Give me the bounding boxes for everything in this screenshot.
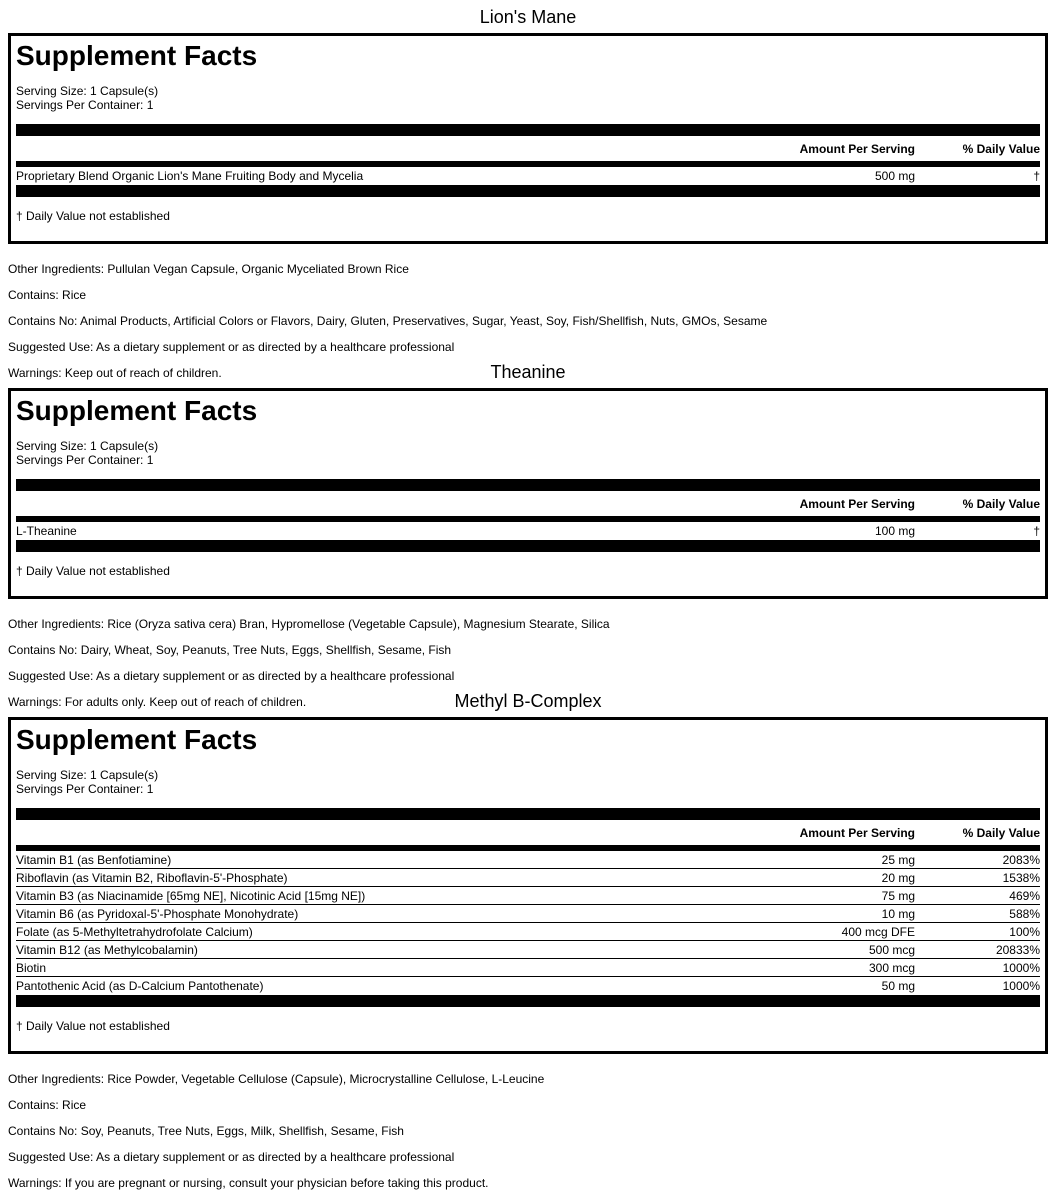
info-line: Other Ingredients: Pullulan Vegan Capsule, Organic Myceliated Brown Rice	[8, 262, 409, 276]
facts-heading: Supplement Facts	[16, 724, 258, 755]
serving-size: Serving Size: 1 Capsule(s)	[16, 768, 159, 782]
nutrient-list	[16, 522, 1040, 539]
divider-bar	[16, 124, 1040, 136]
supplement-facts-panel	[8, 717, 1048, 1054]
header-daily-value: % Daily Value	[962, 142, 1040, 156]
nutrient-amount: 500 mg	[874, 169, 915, 183]
product-section	[8, 690, 1048, 1190]
nutrient-amount: 25 mg	[881, 853, 915, 867]
supplement-facts-panel	[8, 33, 1048, 244]
divider-bar	[16, 479, 1040, 491]
serving-size: Serving Size: 1 Capsule(s)	[16, 439, 159, 453]
header-amount: Amount Per Serving	[799, 142, 915, 156]
info-line: Warnings: If you are pregnant or nursing, consult your physician before taking this product.	[8, 1176, 489, 1190]
header-daily-value: % Daily Value	[962, 826, 1040, 840]
nutrient-row	[16, 940, 1040, 958]
nutrient-daily-value: 100%	[1009, 925, 1040, 939]
facts-heading: Supplement Facts	[16, 40, 258, 71]
nutrient-name: L-Theanine	[16, 524, 77, 538]
info-line: Suggested Use: As a dietary supplement or as directed by a healthcare professional	[8, 340, 455, 354]
facts-header-row	[16, 491, 1040, 522]
nutrient-list	[16, 851, 1040, 994]
nutrient-row	[16, 976, 1040, 994]
header-daily-value: % Daily Value	[962, 497, 1040, 511]
footnote: † Daily Value not established	[16, 1019, 170, 1033]
nutrient-row	[16, 958, 1040, 976]
nutrient-name: Vitamin B3 (as Niacinamide [65mg NE], Nicotinic Acid [15mg NE])	[16, 889, 366, 903]
nutrient-row	[16, 167, 1040, 184]
serving-size: Serving Size: 1 Capsule(s)	[16, 84, 159, 98]
product-section	[8, 361, 1048, 709]
nutrient-daily-value: 1538%	[1002, 871, 1040, 885]
product-info	[8, 244, 1048, 380]
header-spacer	[16, 826, 715, 840]
nutrient-amount: 50 mg	[881, 979, 915, 993]
nutrient-row	[16, 851, 1040, 868]
info-line: Suggested Use: As a dietary supplement or as directed by a healthcare professional	[8, 1150, 455, 1164]
nutrient-amount: 100 mg	[874, 524, 915, 538]
nutrient-list	[16, 167, 1040, 184]
nutrient-amount: 400 mcg DFE	[841, 925, 915, 939]
nutrient-amount: 20 mg	[881, 871, 915, 885]
header-amount: Amount Per Serving	[799, 497, 915, 511]
info-line: Warnings: For adults only. Keep out of reach of children.	[8, 695, 307, 709]
product-title: Theanine	[490, 362, 566, 382]
nutrient-row	[16, 868, 1040, 886]
nutrient-name: Vitamin B1 (as Benfotiamine)	[16, 853, 172, 867]
info-line: Contains No: Dairy, Wheat, Soy, Peanuts, Tree Nuts, Eggs, Shellfish, Sesame, Fish	[8, 643, 452, 657]
info-line: Contains: Rice	[8, 1098, 87, 1112]
info-line: Contains: Rice	[8, 288, 87, 302]
nutrient-daily-value: 1000%	[1002, 961, 1040, 975]
info-line: Warnings: Keep out of reach of children.	[8, 366, 222, 380]
facts-header-row	[16, 136, 1040, 167]
divider-bar	[16, 808, 1040, 820]
supplement-facts-panel	[8, 388, 1048, 599]
facts-header-row	[16, 820, 1040, 851]
nutrient-name: Biotin	[16, 961, 47, 975]
nutrient-daily-value: 2083%	[1002, 853, 1040, 867]
nutrient-name: Vitamin B12 (as Methylcobalamin)	[16, 943, 198, 957]
info-line: Contains No: Animal Products, Artificial Colors or Flavors, Dairy, Gluten, Preservatives, Sugar, Yeast, Soy, Fish/Shellfish, Nuts, GMOs, Sesame	[8, 314, 768, 328]
product-section	[8, 6, 1048, 380]
info-line: Other Ingredients: Rice (Oryza sativa cera) Bran, Hypromellose (Vegetable Capsule), Magnesium Stearate, Silica	[8, 617, 610, 631]
servings-per-container: Servings Per Container: 1	[16, 98, 154, 112]
divider-bar	[16, 185, 1040, 197]
servings-per-container: Servings Per Container: 1	[16, 453, 154, 467]
servings-per-container: Servings Per Container: 1	[16, 782, 154, 796]
header-spacer	[16, 142, 715, 156]
nutrient-amount: 75 mg	[881, 889, 915, 903]
info-line: Contains No: Soy, Peanuts, Tree Nuts, Eggs, Milk, Shellfish, Sesame, Fish	[8, 1124, 404, 1138]
nutrient-daily-value: †	[1033, 524, 1040, 538]
nutrient-daily-value: 469%	[1009, 889, 1040, 903]
nutrient-name: Riboflavin (as Vitamin B2, Riboflavin-5'-Phosphate)	[16, 871, 288, 885]
product-title: Methyl B-Complex	[454, 691, 602, 711]
footnote: † Daily Value not established	[16, 209, 170, 223]
divider-bar	[16, 540, 1040, 552]
product-info	[8, 1054, 1048, 1190]
nutrient-row	[16, 886, 1040, 904]
nutrient-name: Proprietary Blend Organic Lion's Mane Fruiting Body and Mycelia	[16, 169, 364, 183]
facts-heading: Supplement Facts	[16, 395, 258, 426]
nutrient-name: Pantothenic Acid (as D-Calcium Pantothenate)	[16, 979, 264, 993]
nutrient-daily-value: 20833%	[995, 943, 1040, 957]
info-line: Other Ingredients: Rice Powder, Vegetable Cellulose (Capsule), Microcrystalline Cellulose, L-Leucine	[8, 1072, 545, 1086]
nutrient-amount: 500 mcg	[868, 943, 915, 957]
header-amount: Amount Per Serving	[799, 826, 915, 840]
footnote: † Daily Value not established	[16, 564, 170, 578]
nutrient-daily-value: 588%	[1009, 907, 1040, 921]
header-spacer	[16, 497, 715, 511]
divider-bar	[16, 995, 1040, 1007]
nutrient-row	[16, 904, 1040, 922]
nutrient-name: Folate (as 5-Methyltetrahydrofolate Calcium)	[16, 925, 253, 939]
nutrient-name: Vitamin B6 (as Pyridoxal-5'-Phosphate Monohydrate)	[16, 907, 299, 921]
nutrient-daily-value: †	[1033, 169, 1040, 183]
nutrient-amount: 300 mcg	[868, 961, 915, 975]
nutrient-daily-value: 1000%	[1002, 979, 1040, 993]
info-line: Suggested Use: As a dietary supplement or as directed by a healthcare professional	[8, 669, 455, 683]
product-title: Lion's Mane	[479, 7, 577, 27]
nutrient-row	[16, 522, 1040, 539]
nutrient-amount: 10 mg	[881, 907, 915, 921]
nutrient-row	[16, 922, 1040, 940]
